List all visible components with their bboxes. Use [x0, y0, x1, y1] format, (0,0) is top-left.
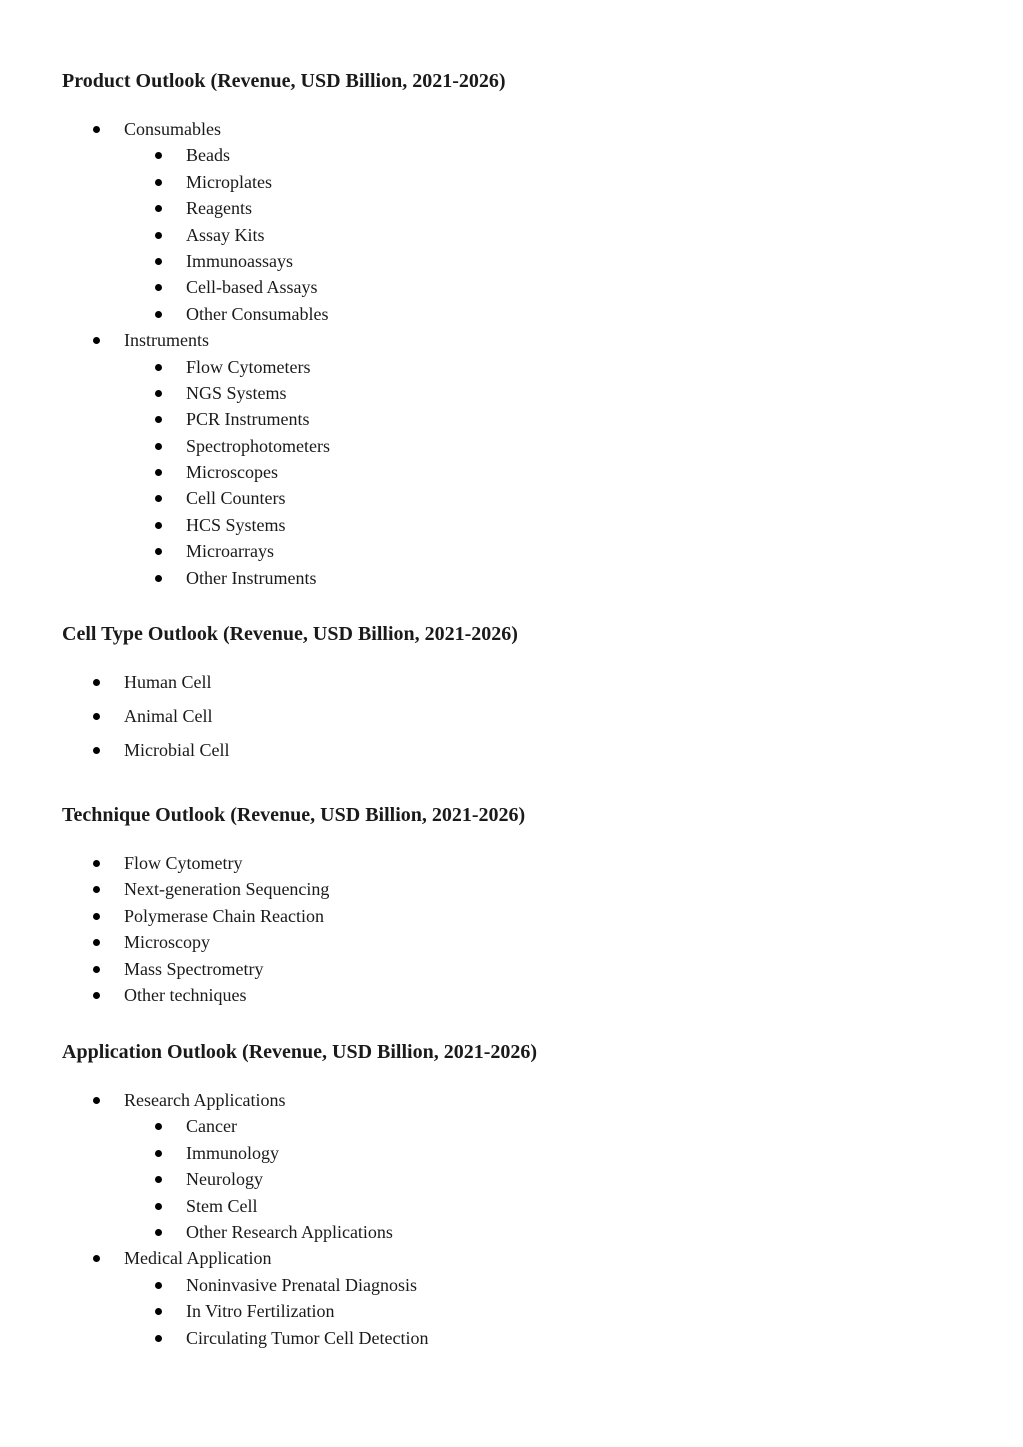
- sub-list-item: [62, 512, 983, 538]
- list-item: [62, 669, 983, 703]
- sub-list-item-label: Microplates: [186, 171, 272, 192]
- bullet-icon: [93, 679, 100, 686]
- sub-list-item: [62, 538, 983, 564]
- section-heading: Product Outlook (Revenue, USD Billion, 2021-2026): [62, 70, 506, 92]
- bullet-icon: [155, 548, 162, 555]
- sub-list-item: [62, 142, 983, 168]
- sub-list-item-label: NGS Systems: [186, 382, 287, 403]
- bullet-list: [62, 669, 983, 771]
- bullet-list: [62, 850, 983, 1008]
- section-application-outlook: [62, 1039, 983, 1351]
- sub-list: [62, 142, 983, 327]
- sub-list-item: [62, 354, 983, 380]
- bullet-icon: [155, 152, 162, 159]
- list-item-label: Instruments: [124, 330, 209, 351]
- sub-list-item-label: Cell Counters: [186, 488, 286, 509]
- section-product-outlook: [62, 68, 983, 591]
- bullet-icon: [93, 913, 100, 920]
- list-item-label: Flow Cytometry: [124, 853, 243, 873]
- bullet-icon: [93, 337, 100, 344]
- section-cell-type-outlook: [62, 621, 983, 771]
- sub-list-item-label: Flow Cytometers: [186, 356, 311, 377]
- section-heading: Technique Outlook (Revenue, USD Billion, 2021-2026): [62, 804, 526, 826]
- sub-list-item-label: Reagents: [186, 198, 252, 219]
- bullet-icon: [93, 1097, 100, 1104]
- sub-list-item: [62, 380, 983, 406]
- bullet-icon: [155, 284, 162, 291]
- sub-list-item-label: Beads: [186, 145, 230, 166]
- bullet-icon: [93, 939, 100, 946]
- list-item-label: Research Applications: [124, 1090, 286, 1110]
- list-item: [62, 737, 983, 771]
- sub-list-item: [62, 1325, 983, 1351]
- sub-list-item: [62, 1272, 983, 1298]
- sub-list-item: [62, 1219, 983, 1245]
- sub-list-item-label: Microarrays: [186, 541, 274, 562]
- list-item-label: Other techniques: [124, 984, 247, 1005]
- list-item: [62, 116, 983, 327]
- bullet-icon: [155, 232, 162, 239]
- sub-list-item: [62, 301, 983, 327]
- bullet-icon: [93, 966, 100, 973]
- section-heading: Application Outlook (Revenue, USD Billion, 2021-2026): [62, 1041, 538, 1063]
- sub-list-item: [62, 406, 983, 432]
- sub-list-item: [62, 565, 983, 591]
- list-item-label: Mass Spectrometry: [124, 958, 264, 979]
- list-item: [62, 850, 983, 876]
- sub-list-item: [62, 1113, 983, 1139]
- list-item: [62, 876, 983, 902]
- sub-list: [62, 354, 983, 592]
- sub-list: [62, 1113, 983, 1245]
- list-item: [62, 903, 983, 929]
- sub-list-item: [62, 248, 983, 274]
- list-item: [62, 703, 983, 737]
- list-item: [62, 982, 983, 1008]
- list-item-label: Human Cell: [124, 672, 212, 692]
- bullet-list: [62, 1087, 983, 1351]
- bullet-icon: [155, 1176, 162, 1183]
- bullet-list: [62, 116, 983, 591]
- bullet-icon: [155, 1308, 162, 1315]
- sub-list-item-label: Cancer: [186, 1116, 237, 1137]
- sub-list-item-label: Other Consumables: [186, 303, 329, 324]
- sub-list-item-label: Spectrophotometers: [186, 435, 330, 456]
- list-item-label: Microbial Cell: [124, 740, 230, 760]
- sub-list-item: [62, 1140, 983, 1166]
- sub-list-item: [62, 459, 983, 485]
- list-item: [62, 956, 983, 982]
- sub-list-item-label: Circulating Tumor Cell Detection: [186, 1327, 429, 1348]
- bullet-icon: [155, 1282, 162, 1289]
- bullet-icon: [155, 1123, 162, 1130]
- list-item: [62, 929, 983, 955]
- bullet-icon: [93, 886, 100, 893]
- list-item-label: Polymerase Chain Reaction: [124, 905, 324, 926]
- bullet-icon: [155, 575, 162, 582]
- bullet-icon: [155, 1229, 162, 1236]
- sub-list-item: [62, 1298, 983, 1324]
- bullet-icon: [155, 205, 162, 212]
- bullet-icon: [93, 1255, 100, 1262]
- list-item: [62, 327, 983, 591]
- sub-list-item: [62, 1193, 983, 1219]
- bullet-icon: [93, 713, 100, 720]
- sub-list-item-label: Assay Kits: [186, 224, 265, 245]
- list-item-label: Animal Cell: [124, 706, 213, 726]
- list-item-label: Medical Application: [124, 1248, 272, 1269]
- section-heading: Cell Type Outlook (Revenue, USD Billion, 2021-2026): [62, 623, 518, 645]
- sub-list-item-label: Other Research Applications: [186, 1221, 393, 1242]
- sub-list-item: [62, 274, 983, 300]
- sub-list-item-label: Microscopes: [186, 462, 278, 483]
- bullet-icon: [155, 311, 162, 318]
- list-item: [62, 1245, 983, 1351]
- bullet-icon: [155, 390, 162, 397]
- sub-list-item-label: Immunology: [186, 1142, 279, 1163]
- bullet-icon: [93, 860, 100, 867]
- sub-list-item-label: Cell-based Assays: [186, 277, 318, 298]
- section-technique-outlook: [62, 802, 983, 1008]
- sub-list-item-label: Noninvasive Prenatal Diagnosis: [186, 1274, 417, 1295]
- sub-list-item-label: HCS Systems: [186, 514, 286, 535]
- bullet-icon: [155, 258, 162, 265]
- sub-list-item: [62, 485, 983, 511]
- bullet-icon: [155, 469, 162, 476]
- sub-list-item-label: In Vitro Fertilization: [186, 1301, 335, 1322]
- list-item-label: Consumables: [124, 119, 221, 139]
- bullet-icon: [155, 364, 162, 371]
- bullet-icon: [155, 522, 162, 529]
- sub-list-item: [62, 1166, 983, 1192]
- sub-list-item-label: Stem Cell: [186, 1195, 258, 1216]
- sub-list-item-label: Neurology: [186, 1169, 263, 1190]
- bullet-icon: [155, 1203, 162, 1210]
- sub-list-item-label: PCR Instruments: [186, 409, 310, 430]
- sub-list: [62, 1272, 983, 1351]
- sub-list-item: [62, 169, 983, 195]
- bullet-icon: [155, 1150, 162, 1157]
- sub-list-item-label: Other Instruments: [186, 567, 317, 588]
- list-item: [62, 1087, 983, 1245]
- bullet-icon: [155, 416, 162, 423]
- sub-list-item: [62, 195, 983, 221]
- sub-list-item: [62, 433, 983, 459]
- bullet-icon: [155, 179, 162, 186]
- sub-list-item-label: Immunoassays: [186, 250, 293, 271]
- bullet-icon: [155, 495, 162, 502]
- bullet-icon: [93, 992, 100, 999]
- bullet-icon: [93, 747, 100, 754]
- bullet-icon: [155, 443, 162, 450]
- sub-list-item: [62, 222, 983, 248]
- bullet-icon: [93, 126, 100, 133]
- list-item-label: Microscopy: [124, 932, 210, 953]
- bullet-icon: [155, 1335, 162, 1342]
- list-item-label: Next-generation Sequencing: [124, 879, 330, 900]
